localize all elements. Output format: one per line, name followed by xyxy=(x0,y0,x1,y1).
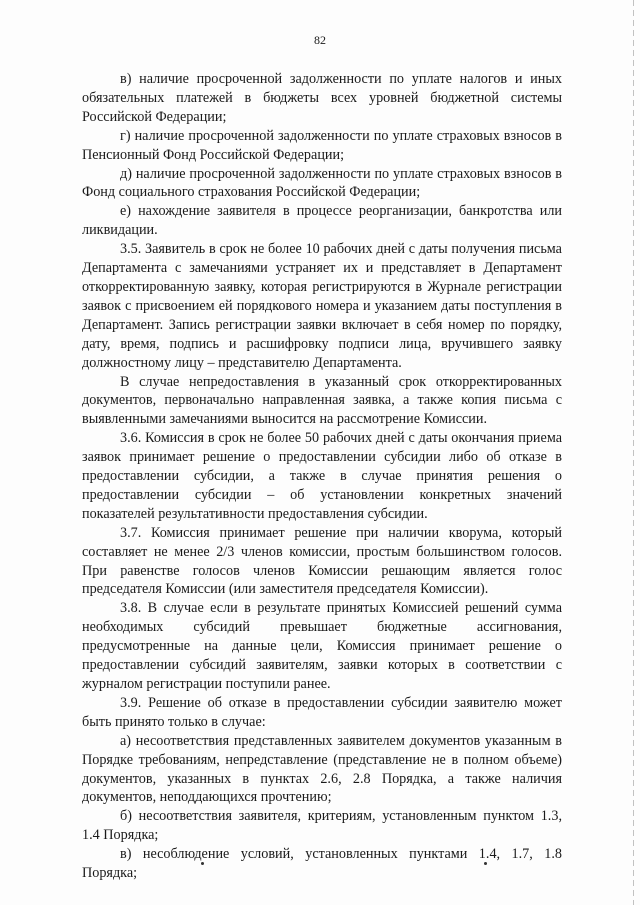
paragraph-3-7: 3.7. Комиссия принимает решение при наличии кворума, который составляет не менее 2/3 членов комиссии, простым большинством голосов. При равенстве голосов членов Комиссии решающим является голос председателя Комиссии (или заместителя председателя Комиссии). xyxy=(82,524,562,598)
document-body xyxy=(82,70,562,883)
scan-edge xyxy=(633,0,634,905)
paragraph-subitem-v: в) наличие просроченной задолженности по уплате налогов и иных обязательных платежей в бюджеты всех уровней бюджетной системы Российской Федерации; xyxy=(82,71,562,125)
paragraph-3-5-continuation: В случае непредоставления в указанный срок откорректированных документов, первоначально направленная заявка, а также копия письма с выявленными замечаниями выносится на рассмотрение Комиссии. xyxy=(82,373,562,428)
page-number: 82 xyxy=(314,33,326,47)
scan-speck xyxy=(201,862,204,865)
paragraph-subitem-e: е) нахождение заявителя в процессе реорганизации, банкротства или ликвидации. xyxy=(82,203,562,239)
paragraph-subitem-d: д) наличие просроченной задолженности по уплате страховых взносов в Фонд социального страхования Российской Федерации; xyxy=(82,165,562,201)
paragraph-3-5: 3.5. Заявитель в срок не более 10 рабочих дней с даты получения письма Департамента с замечаниями устраняет их и представляет в Департамент откорректированную заявку, которая регистрируются в Журнале регистрации заявок с присвоением ей порядкового номера и указанием даты поступления в Департамент. Запись регистрации заявки включает в себя номер по порядку, дату, время, подпись и расшифровку подписи лица, вручившего заявку должностному лицу – представителю Департамента. xyxy=(82,241,562,371)
scan-speck xyxy=(484,862,487,865)
paragraph-3-9-a: а) несоответствия представленных заявителем документов указанным в Порядке требованиям, непредставление (представление не в полном объеме) документов, указанных в пунктах 2.6, 2.8 Порядка, а также наличия документов, неподдающихся прочтению; xyxy=(82,732,562,806)
paragraph-3-9: 3.9. Решение об отказе в предоставлении субсидии заявителю может быть принято только в случае: xyxy=(82,694,562,730)
paragraph-3-8: 3.8. В случае если в результате принятых Комиссией решений сумма необходимых субсидий превышает бюджетные ассигнования, предусмотренные на данные цели, Комиссия принимает решение о предоставлении субсидий заявителям, заявки которых в соответствии с журналом регистрации поступили ранее. xyxy=(82,600,562,692)
paragraph-3-6: 3.6. Комиссия в срок не более 50 рабочих дней с даты окончания приема заявок принимает решение о предоставлении субсидии либо об отказе в предоставлении субсидии, а также в случае принятия решения о предоставлении субсидии – об установлении конкретных значений показателей результативности предоставления субсидии. xyxy=(82,430,562,522)
paragraph-3-9-b: б) несоответствия заявителя, критериям, установленным пунктом 1.3, 1.4 Порядка; xyxy=(82,808,562,844)
paragraph-subitem-g: г) наличие просроченной задолженности по уплате страховых взносов в Пенсионный Фонд Российской Федерации; xyxy=(82,127,562,163)
paragraph-3-9-v: в) несоблюдение условий, установленных пунктами 1.4, 1.7, 1.8 Порядка; xyxy=(82,846,562,882)
